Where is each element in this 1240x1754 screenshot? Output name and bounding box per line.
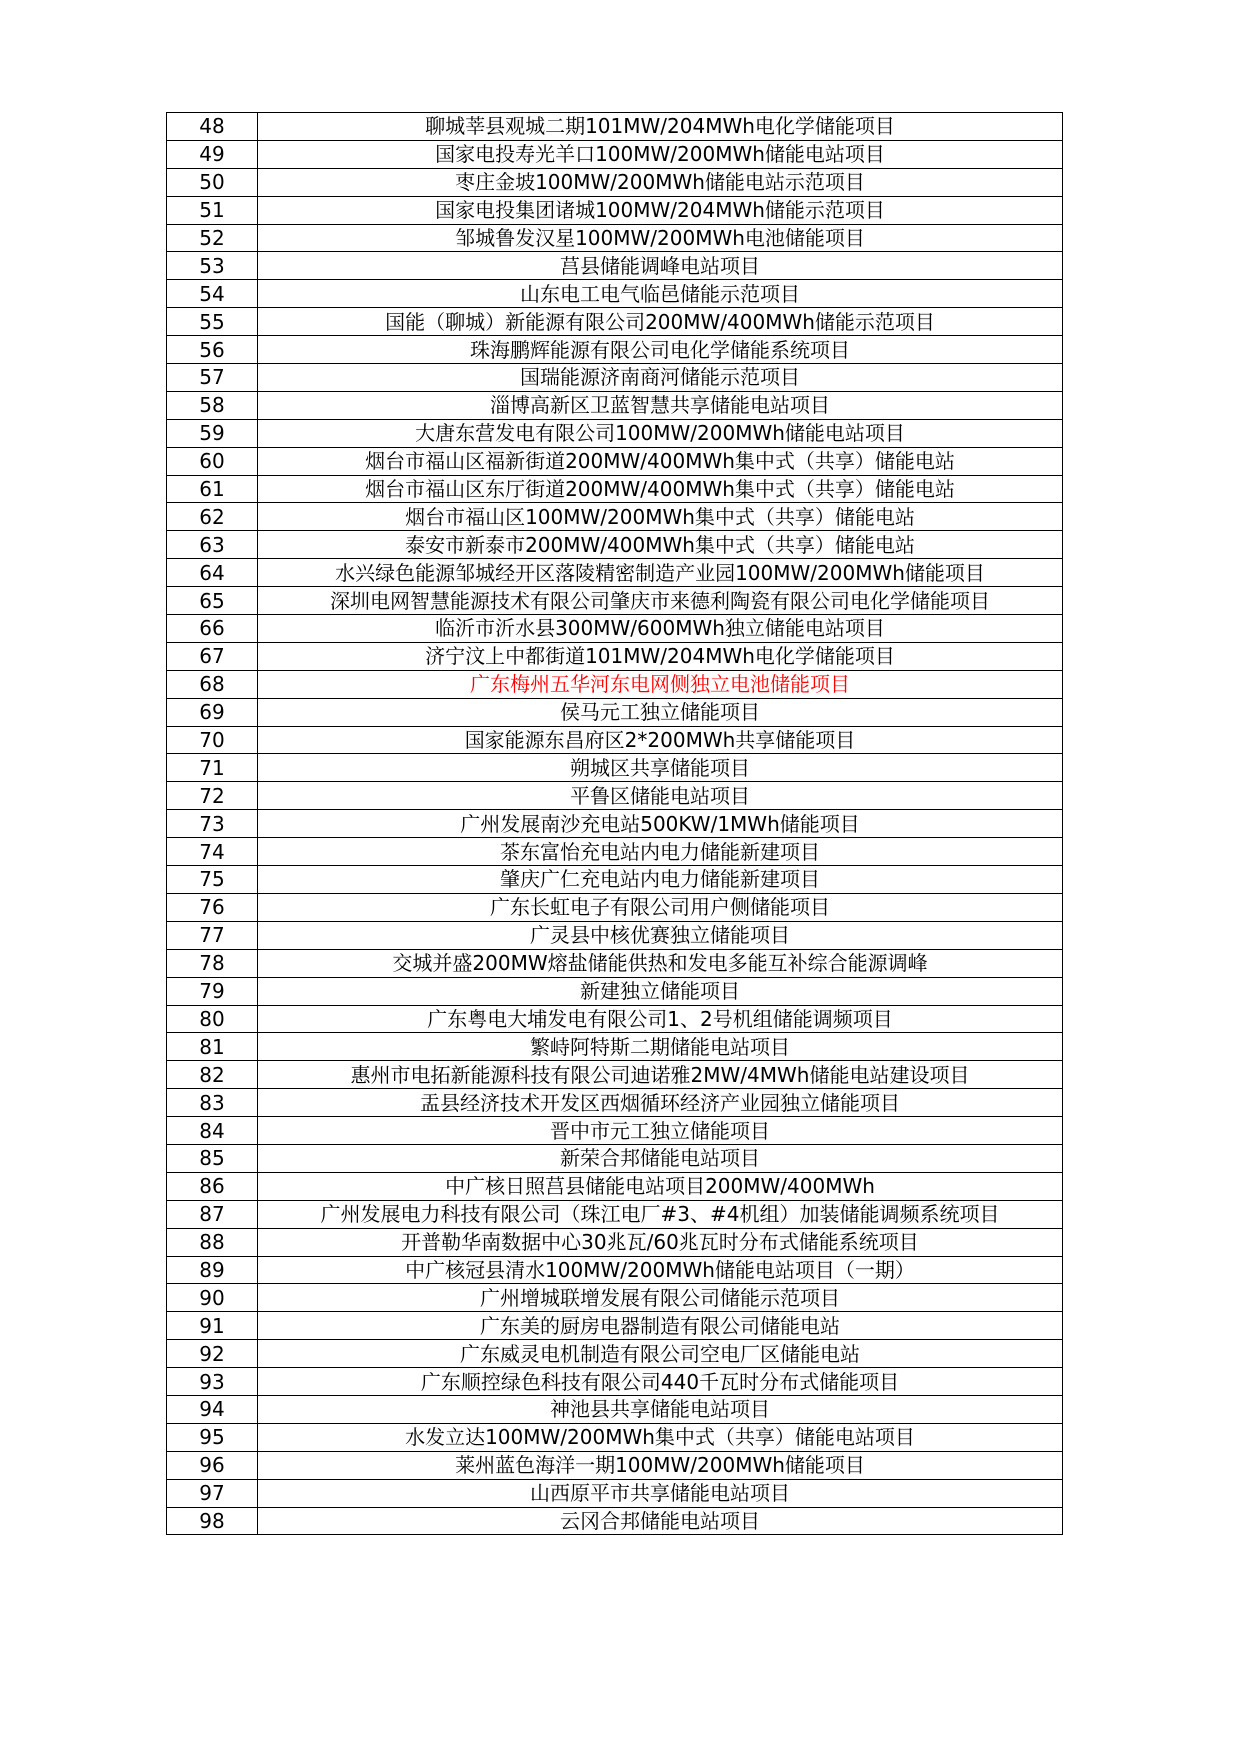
row-number-cell: 72 [167, 782, 258, 810]
row-number-cell: 50 [167, 168, 258, 196]
row-number-cell: 93 [167, 1368, 258, 1396]
table-row [167, 531, 1063, 559]
table-row [167, 1368, 1063, 1396]
row-number-cell: 61 [167, 475, 258, 503]
project-name-cell: 广东长虹电子有限公司用户侧储能项目 [258, 893, 1063, 921]
table-row [167, 1228, 1063, 1256]
table-row [167, 280, 1063, 308]
table-row [167, 810, 1063, 838]
row-number-cell: 56 [167, 336, 258, 364]
projects-table [166, 112, 1063, 1535]
table-row [167, 419, 1063, 447]
table-row [167, 391, 1063, 419]
project-name-cell: 繁峙阿特斯二期储能电站项目 [258, 1033, 1063, 1061]
project-name-cell: 莒县储能调峰电站项目 [258, 252, 1063, 280]
project-name-cell: 珠海鹏辉能源有限公司电化学储能系统项目 [258, 336, 1063, 364]
project-name-cell: 国家电投寿光羊口100MW/200MWh储能电站项目 [258, 140, 1063, 168]
row-number-cell: 84 [167, 1117, 258, 1145]
table-row [167, 838, 1063, 866]
row-number-cell: 83 [167, 1089, 258, 1117]
project-name-cell: 朔城区共享储能项目 [258, 754, 1063, 782]
row-number-cell: 69 [167, 698, 258, 726]
project-name-cell: 侯马元工独立储能项目 [258, 698, 1063, 726]
project-name-cell: 淄博高新区卫蓝智慧共享储能电站项目 [258, 391, 1063, 419]
project-name-cell: 国家能源东昌府区2*200MWh共享储能项目 [258, 726, 1063, 754]
table-row [167, 949, 1063, 977]
row-number-cell: 79 [167, 977, 258, 1005]
table-row [167, 113, 1063, 141]
project-name-cell: 广州增城联增发展有限公司储能示范项目 [258, 1284, 1063, 1312]
table-row [167, 1033, 1063, 1061]
project-name-cell: 国瑞能源济南商河储能示范项目 [258, 364, 1063, 392]
table-row [167, 1061, 1063, 1089]
table-row [167, 1284, 1063, 1312]
table-row [167, 336, 1063, 364]
row-number-cell: 81 [167, 1033, 258, 1061]
project-name-cell: 云冈合邦储能电站项目 [258, 1507, 1063, 1535]
row-number-cell: 77 [167, 921, 258, 949]
table-row [167, 1005, 1063, 1033]
row-number-cell: 59 [167, 419, 258, 447]
project-name-cell: 聊城莘县观城二期101MW/204MWh电化学储能项目 [258, 113, 1063, 141]
row-number-cell: 78 [167, 949, 258, 977]
project-name-cell: 广灵县中核优赛独立储能项目 [258, 921, 1063, 949]
row-number-cell: 87 [167, 1200, 258, 1228]
table-row [167, 893, 1063, 921]
table-row [167, 1451, 1063, 1479]
project-name-cell: 国能（聊城）新能源有限公司200MW/400MWh储能示范项目 [258, 308, 1063, 336]
project-name-cell: 山西原平市共享储能电站项目 [258, 1479, 1063, 1507]
row-number-cell: 53 [167, 252, 258, 280]
table-row [167, 1172, 1063, 1200]
project-name-cell: 广东顺控绿色科技有限公司440千瓦时分布式储能项目 [258, 1368, 1063, 1396]
project-name-cell: 神池县共享储能电站项目 [258, 1395, 1063, 1423]
row-number-cell: 63 [167, 531, 258, 559]
row-number-cell: 92 [167, 1340, 258, 1368]
table-row [167, 224, 1063, 252]
project-name-cell: 中广核冠县清水100MW/200MWh储能电站项目（一期） [258, 1256, 1063, 1284]
project-name-cell: 肇庆广仁充电站内电力储能新建项目 [258, 866, 1063, 894]
table-row [167, 1423, 1063, 1451]
project-name-cell: 广东粤电大埔发电有限公司1、2号机组储能调频项目 [258, 1005, 1063, 1033]
table-row [167, 866, 1063, 894]
project-name-cell: 济宁汶上中都街道101MW/204MWh电化学储能项目 [258, 642, 1063, 670]
project-name-cell: 国家电投集团诸城100MW/204MWh储能示范项目 [258, 196, 1063, 224]
project-name-cell: 广州发展电力科技有限公司（珠江电厂#3、#4机组）加装储能调频系统项目 [258, 1200, 1063, 1228]
row-number-cell: 52 [167, 224, 258, 252]
project-name-cell: 水兴绿色能源邹城经开区落陵精密制造产业园100MW/200MWh储能项目 [258, 559, 1063, 587]
table-row [167, 364, 1063, 392]
table-row [167, 921, 1063, 949]
project-name-cell: 邹城鲁发汉星100MW/200MWh电池储能项目 [258, 224, 1063, 252]
project-name-cell: 烟台市福山区100MW/200MWh集中式（共享）储能电站 [258, 503, 1063, 531]
table-row [167, 1256, 1063, 1284]
row-number-cell: 89 [167, 1256, 258, 1284]
row-number-cell: 65 [167, 587, 258, 615]
table-row [167, 587, 1063, 615]
project-name-cell: 新建独立储能项目 [258, 977, 1063, 1005]
row-number-cell: 60 [167, 447, 258, 475]
row-number-cell: 54 [167, 280, 258, 308]
projects-table-body [167, 113, 1063, 1535]
project-name-cell: 交城并盛200MW熔盐储能供热和发电多能互补综合能源调峰 [258, 949, 1063, 977]
row-number-cell: 74 [167, 838, 258, 866]
project-name-cell: 泰安市新泰市200MW/400MWh集中式（共享）储能电站 [258, 531, 1063, 559]
table-row [167, 308, 1063, 336]
table-row [167, 726, 1063, 754]
row-number-cell: 66 [167, 615, 258, 643]
row-number-cell: 71 [167, 754, 258, 782]
project-name-cell: 惠州市电拓新能源科技有限公司迪诺雅2MW/4MWh储能电站建设项目 [258, 1061, 1063, 1089]
row-number-cell: 97 [167, 1479, 258, 1507]
row-number-cell: 73 [167, 810, 258, 838]
table-row [167, 670, 1063, 698]
row-number-cell: 64 [167, 559, 258, 587]
row-number-cell: 91 [167, 1312, 258, 1340]
table-row [167, 196, 1063, 224]
row-number-cell: 70 [167, 726, 258, 754]
table-row [167, 168, 1063, 196]
project-name-cell: 大唐东营发电有限公司100MW/200MWh储能电站项目 [258, 419, 1063, 447]
table-row [167, 977, 1063, 1005]
project-name-cell: 广东威灵电机制造有限公司空电厂区储能电站 [258, 1340, 1063, 1368]
row-number-cell: 90 [167, 1284, 258, 1312]
table-row [167, 782, 1063, 810]
project-name-cell: 深圳电网智慧能源技术有限公司肇庆市来德利陶瓷有限公司电化学储能项目 [258, 587, 1063, 615]
table-row [167, 698, 1063, 726]
row-number-cell: 57 [167, 364, 258, 392]
project-name-cell: 开普勒华南数据中心30兆瓦/60兆瓦时分布式储能系统项目 [258, 1228, 1063, 1256]
table-row [167, 1507, 1063, 1535]
row-number-cell: 82 [167, 1061, 258, 1089]
row-number-cell: 55 [167, 308, 258, 336]
row-number-cell: 86 [167, 1172, 258, 1200]
table-row [167, 252, 1063, 280]
project-name-cell: 广东美的厨房电器制造有限公司储能电站 [258, 1312, 1063, 1340]
project-name-cell: 茶东富怡充电站内电力储能新建项目 [258, 838, 1063, 866]
table-row [167, 140, 1063, 168]
project-name-cell: 烟台市福山区东厅街道200MW/400MWh集中式（共享）储能电站 [258, 475, 1063, 503]
row-number-cell: 95 [167, 1423, 258, 1451]
table-row [167, 1089, 1063, 1117]
project-name-cell: 临沂市沂水县300MW/600MWh独立储能电站项目 [258, 615, 1063, 643]
row-number-cell: 51 [167, 196, 258, 224]
project-name-cell: 新荣合邦储能电站项目 [258, 1144, 1063, 1172]
project-name-cell: 水发立达100MW/200MWh集中式（共享）储能电站项目 [258, 1423, 1063, 1451]
project-name-cell: 晋中市元工独立储能项目 [258, 1117, 1063, 1145]
table-row [167, 559, 1063, 587]
table-row [167, 447, 1063, 475]
table-row [167, 1340, 1063, 1368]
row-number-cell: 75 [167, 866, 258, 894]
table-row [167, 1479, 1063, 1507]
row-number-cell: 49 [167, 140, 258, 168]
table-row [167, 642, 1063, 670]
table-row [167, 1395, 1063, 1423]
project-name-cell: 广东梅州五华河东电网侧独立电池储能项目 [258, 670, 1063, 698]
table-row [167, 475, 1063, 503]
table-row [167, 1144, 1063, 1172]
row-number-cell: 80 [167, 1005, 258, 1033]
row-number-cell: 76 [167, 893, 258, 921]
project-name-cell: 烟台市福山区福新街道200MW/400MWh集中式（共享）储能电站 [258, 447, 1063, 475]
row-number-cell: 94 [167, 1395, 258, 1423]
row-number-cell: 62 [167, 503, 258, 531]
project-name-cell: 山东电工电气临邑储能示范项目 [258, 280, 1063, 308]
project-name-cell: 平鲁区储能电站项目 [258, 782, 1063, 810]
row-number-cell: 67 [167, 642, 258, 670]
table-row [167, 615, 1063, 643]
row-number-cell: 58 [167, 391, 258, 419]
row-number-cell: 96 [167, 1451, 258, 1479]
project-name-cell: 中广核日照莒县储能电站项目200MW/400MWh [258, 1172, 1063, 1200]
table-row [167, 503, 1063, 531]
table-row [167, 1200, 1063, 1228]
row-number-cell: 68 [167, 670, 258, 698]
row-number-cell: 88 [167, 1228, 258, 1256]
row-number-cell: 48 [167, 113, 258, 141]
table-row [167, 1312, 1063, 1340]
project-name-cell: 莱州蓝色海洋一期100MW/200MWh储能项目 [258, 1451, 1063, 1479]
table-row [167, 1117, 1063, 1145]
project-name-cell: 盂县经济技术开发区西烟循环经济产业园独立储能项目 [258, 1089, 1063, 1117]
project-name-cell: 广州发展南沙充电站500KW/1MWh储能项目 [258, 810, 1063, 838]
project-name-cell: 枣庄金坡100MW/200MWh储能电站示范项目 [258, 168, 1063, 196]
row-number-cell: 98 [167, 1507, 258, 1535]
row-number-cell: 85 [167, 1144, 258, 1172]
table-row [167, 754, 1063, 782]
